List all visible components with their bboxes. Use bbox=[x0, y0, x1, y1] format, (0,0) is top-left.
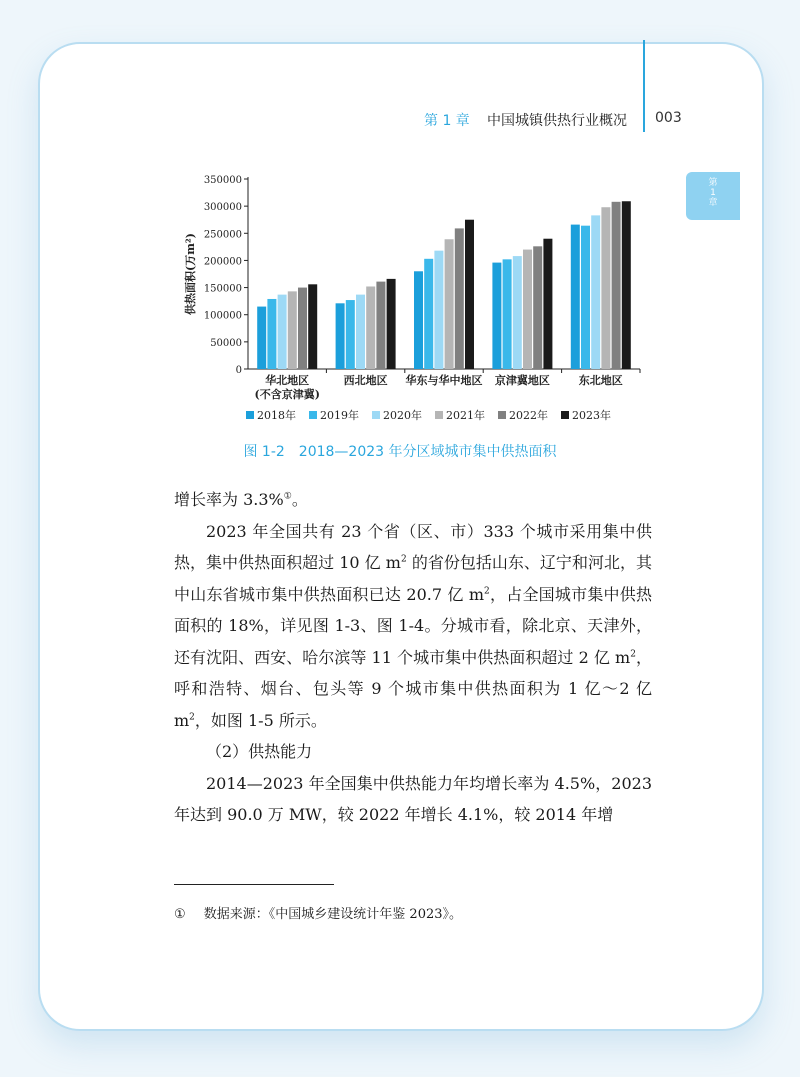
bar-chart bbox=[0, 0, 800, 440]
x-tick-label: 华北地区 bbox=[265, 374, 310, 387]
bar bbox=[424, 259, 433, 369]
bar bbox=[308, 284, 317, 369]
bar bbox=[612, 202, 621, 369]
legend-swatch bbox=[435, 411, 443, 419]
legend-label: 2020年 bbox=[383, 409, 422, 422]
bar bbox=[601, 207, 610, 369]
bar bbox=[434, 251, 443, 369]
x-tick-label: 华东与华中地区 bbox=[405, 374, 483, 387]
legend-label: 2022年 bbox=[509, 409, 548, 422]
bar bbox=[387, 279, 396, 369]
bar bbox=[267, 299, 276, 369]
bar bbox=[278, 295, 287, 369]
bar bbox=[356, 295, 365, 369]
bar bbox=[336, 303, 345, 369]
legend-label: 2023年 bbox=[572, 409, 611, 422]
bar bbox=[591, 215, 600, 369]
bar bbox=[455, 228, 464, 369]
bar bbox=[533, 246, 542, 369]
body-text bbox=[174, 484, 652, 831]
bar bbox=[376, 282, 385, 369]
footnote-text: 数据来源：《中国城乡建设统计年鉴 2023》。 bbox=[203, 907, 463, 922]
bar bbox=[492, 263, 501, 369]
tab-line: 章 bbox=[708, 198, 718, 208]
x-tick-label: 京津冀地区 bbox=[494, 374, 550, 387]
legend-swatch bbox=[309, 411, 317, 419]
bar bbox=[288, 291, 297, 369]
bar bbox=[581, 226, 590, 369]
footnote-ref[interactable]: ① bbox=[283, 491, 292, 502]
chapter-label: 第 1 章 bbox=[424, 113, 470, 129]
legend-label: 2019年 bbox=[320, 409, 359, 422]
y-tick-label: 150000 bbox=[203, 283, 242, 295]
tab-line: 1 bbox=[710, 188, 716, 198]
y-tick-label: 50000 bbox=[210, 337, 242, 349]
chapter-title: 中国城镇供热行业概况 bbox=[487, 113, 627, 129]
y-tick-label: 0 bbox=[235, 365, 242, 376]
section-heading: （2）供热能力 bbox=[206, 742, 313, 761]
x-tick-label: (不含京津冀) bbox=[254, 388, 320, 401]
y-tick-label: 200000 bbox=[203, 256, 242, 268]
footnote-marker: ① bbox=[174, 907, 186, 922]
bar bbox=[523, 250, 532, 369]
x-tick-label: 西北地区 bbox=[343, 374, 388, 387]
y-axis-label: 供热面积(万m²) bbox=[184, 233, 197, 315]
bar bbox=[257, 307, 266, 369]
paragraph: 增长率为 3.3%①。 bbox=[174, 490, 308, 509]
legend-swatch bbox=[561, 411, 569, 419]
y-tick-label: 350000 bbox=[203, 175, 242, 186]
bar bbox=[414, 271, 423, 369]
figure-caption: 图 1-2 2018—2023 年分区域城市集中供热面积 bbox=[243, 444, 557, 460]
bar bbox=[465, 220, 474, 369]
bar bbox=[513, 256, 522, 369]
footnote bbox=[174, 903, 462, 922]
page-number: 003 bbox=[655, 110, 682, 126]
bar bbox=[503, 259, 512, 369]
legend-swatch bbox=[246, 411, 254, 419]
legend-label: 2021年 bbox=[446, 409, 485, 422]
legend-label: 2018年 bbox=[257, 409, 296, 422]
bar bbox=[571, 225, 580, 369]
bar bbox=[346, 300, 355, 369]
tab-line: 第 bbox=[708, 178, 718, 188]
legend-swatch bbox=[498, 411, 506, 419]
bar bbox=[543, 239, 552, 369]
bar bbox=[298, 288, 307, 369]
x-tick-label: 东北地区 bbox=[578, 374, 623, 387]
bar bbox=[366, 286, 375, 369]
paragraph: 2023 年全国共有 23 个省（区、市）333 个城市采用集中供热，集中供热面积超过 10 亿 $m^2$ 的省份包括山东、辽宁和河北，其中山东省城市集中供热面积已达 20.7 亿 $m^2$，占全国城市集中供热面积的 18%，详见图 1-3、图 1-4。分城市看，除北京、天津外，还有沈阳、西安、哈尔滨等 11 个城市集中供热面积超过 2 亿 $m^2$，呼和浩特、烟台、包头等 9 个城市集中供热面积为 1 亿～2 亿 $m^2$，如图 1-5 所示。 bbox=[174, 521, 652, 730]
y-tick-label: 250000 bbox=[203, 229, 242, 241]
y-tick-label: 300000 bbox=[203, 202, 242, 214]
bar bbox=[622, 201, 631, 369]
legend-swatch bbox=[372, 411, 380, 419]
y-tick-label: 100000 bbox=[203, 310, 242, 322]
paragraph: 2014—2023 年全国集中供热能力年均增长率为 4.5%，2023 年达到 90.0 万 MW，较 2022 年增长 4.1%，较 2014 年增 bbox=[174, 773, 652, 824]
bar bbox=[445, 239, 454, 369]
footnote-rule bbox=[174, 884, 334, 885]
